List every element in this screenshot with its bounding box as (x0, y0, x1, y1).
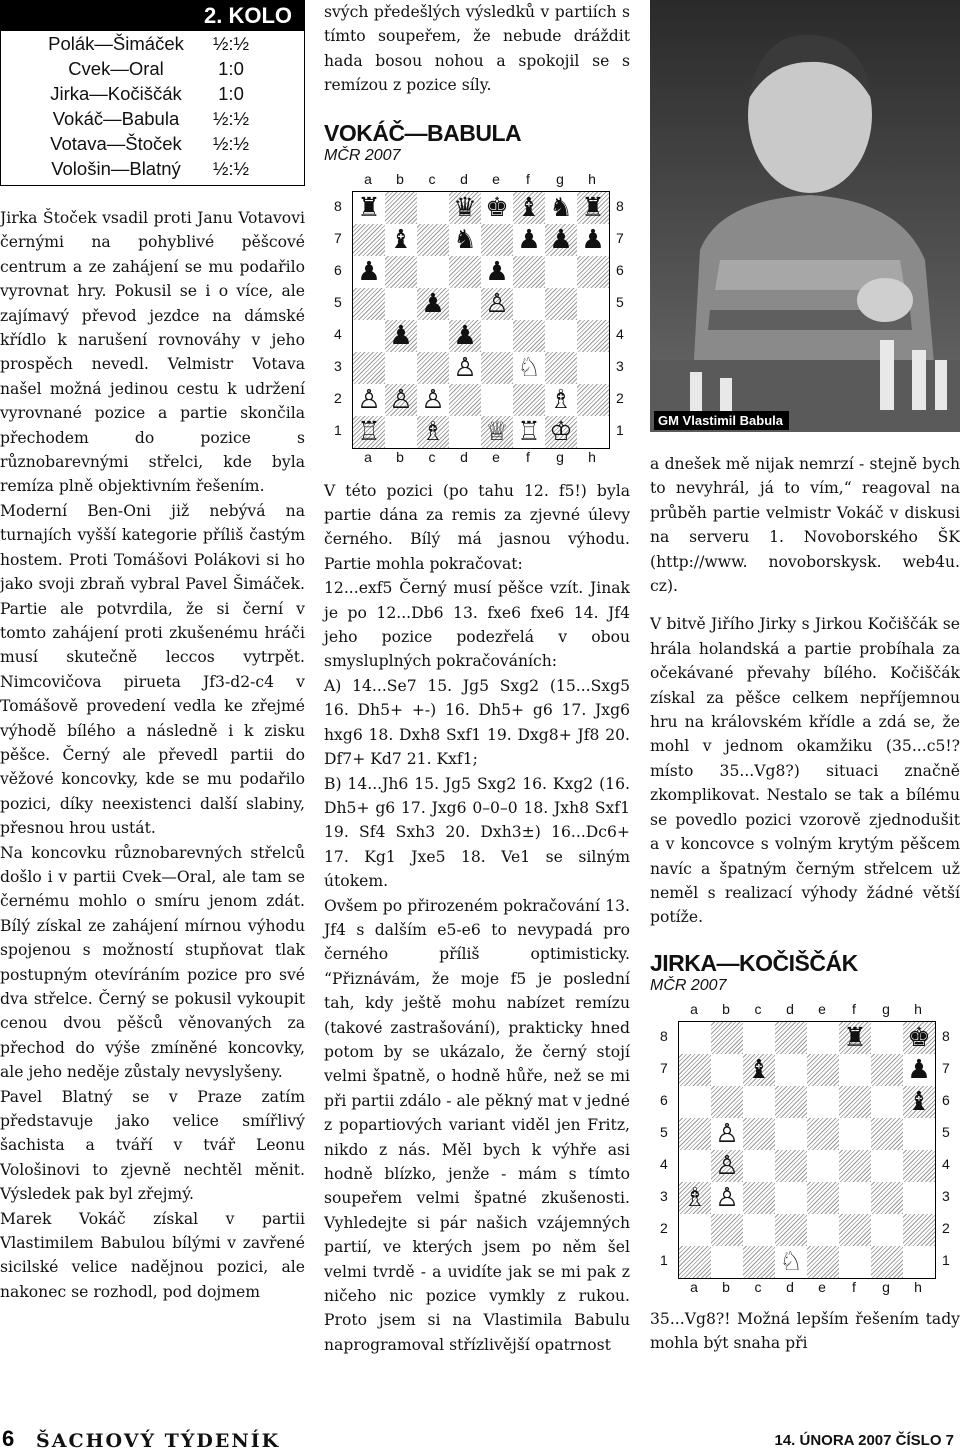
board-square (449, 384, 481, 416)
board-rank-label: 8 (334, 197, 342, 214)
board-square (711, 1054, 743, 1086)
result-pair: Polák—Šimáček (48, 32, 184, 54)
paragraph: Marek Vokáč získal v partii Vlastimilem Babulou bílými v zavřené sicilské velice nadějnou pozici, ale nakonec se rozhodl, pod dojmem (0, 1209, 305, 1301)
board-rank-label: 6 (942, 1091, 950, 1108)
board-square (871, 1086, 903, 1118)
black-pawn: ♟ (385, 320, 417, 352)
board-square (839, 1086, 871, 1118)
white-pawn: ♙ (481, 288, 513, 320)
paragraph: Na koncovku různobarevných střelců došlo i v partii Cvek—Oral, ale tam se černému mohlo o smíru jenom zdát. Bílý získal ze zahájení mírnou výhodu spojenou s možností stupňovat tlak postupným otevíráním pozice pro své dva střelce. Černý se pokusil vykoupit cenou dvou pěšců věnovaných za přechod do výše zmíněné koncovky, ale jeho neděje zůstaly nevyslyšeny. (0, 843, 305, 1082)
white-pawn: ♙ (711, 1182, 743, 1214)
board-file-label: e (818, 1000, 826, 1017)
paragraph: V této pozici (po tahu 12. f5!) byla partie dána za remis za zjevné úlevy černého. Bílý má jasnou výhodu. Partie mohla pokračovat: (324, 481, 630, 573)
page-footer (0, 1428, 960, 1454)
board-rank-label: 5 (616, 293, 624, 310)
white-bishop: ♗ (417, 416, 449, 448)
board-file-label: g (882, 1278, 890, 1295)
black-queen: ♛ (449, 192, 481, 224)
board-square (481, 224, 513, 256)
board-file-label: f (526, 170, 530, 187)
board-square (577, 256, 609, 288)
player-photo-image (650, 0, 960, 432)
board-rank-label: 4 (942, 1155, 950, 1172)
board-square (385, 288, 417, 320)
board-square (871, 1054, 903, 1086)
board-square (775, 1086, 807, 1118)
board-square (743, 1118, 775, 1150)
board-rank-label: 7 (616, 229, 624, 246)
board-square (711, 1086, 743, 1118)
board-square (807, 1214, 839, 1246)
board-square (743, 1022, 775, 1054)
board-square (871, 1150, 903, 1182)
white-pawn: ♙ (711, 1118, 743, 1150)
board-square (385, 256, 417, 288)
board-file-label: d (786, 1000, 794, 1017)
board-square (871, 1246, 903, 1278)
round-heading: 2. KOLO (1, 1, 304, 31)
black-rook: ♜ (839, 1022, 871, 1054)
paragraph: Jirka Štoček vsadil proti Janu Votavovi černými na pohyblivé pěšcové centrum a ze zahájení se mu podařilo vyrovnat hry. Pokusil se i o více, ale zajímavý převod jezdce na dámské křídlo k narušení rovnováhy v jeho prospěch nevedl. Velmistr Votava našel možná jedinou cestu k udržení vyrovnané pozice a partie skončila přechodem do pozice s různobarevnými střelci, kde byla remíza plně objektivním řešením. (0, 209, 305, 496)
board-file-label: d (460, 448, 468, 465)
board-file-label: h (914, 1000, 922, 1017)
board-square (775, 1118, 807, 1150)
black-rook: ♜ (353, 192, 385, 224)
board-square (743, 1086, 775, 1118)
board-square (871, 1182, 903, 1214)
board-square (385, 416, 417, 448)
board-square (743, 1182, 775, 1214)
board-square (353, 352, 385, 384)
column-left (0, 0, 305, 1304)
paragraph: a dnešek mě nijak nemrzí - stejně bych to nevyhrál, já to vím,“ reagoval na průběh partie velmistr Vokáč v diskusi na serveru 1. Novoborského ŠK (http://www. novoborskysk. web4u. cz). (650, 455, 960, 596)
board-square (903, 1214, 935, 1246)
board-file-label: c (428, 448, 436, 465)
issue-info: 14. ÚNORA 2007 ČÍSLO 7 (774, 1432, 954, 1449)
paragraph: A) 14...Se7 15. Jg5 Sxg2 (15...Sxg5 16. Dh5+ +-) 16. Dh5+ g6 17. Jxg6 hxg6 18. Dxh8 Sxf1 19. Dxg8+ Jf8 20. Df7+ Kd7 21. Kxf1; (324, 676, 630, 769)
black-pawn: ♟ (353, 256, 385, 288)
result-pair: Cvek—Oral (68, 57, 164, 79)
white-knight: ♘ (775, 1246, 807, 1278)
board-file-label: g (556, 448, 564, 465)
result-row (41, 106, 271, 131)
paragraph: Pavel Blatný se v Praze zatím představuje jako velice smířlivý šachista a tváří v tvář Leonu Vološinovi to zjevně nechtěl měnit. Výsledek pak byl zřejmý. (0, 1087, 305, 1204)
black-pawn: ♟ (449, 320, 481, 352)
board-file-label: g (556, 170, 564, 187)
paragraph: V bitvě Jiřího Jirky s Jirkou Kočiščák se hrála holandská a partie probíhala za očekávané převahy bílého. Kočiščák získal za pěšce celkem nepříjemnou hru na královském křídle a zdá se, že mohl v jednom okamžiku (35...c5!? místo 35...Vg8?) situaci značně zkomplikovat. Nestalo se tak a bílému se povedlo pozici vzorově zjednodušit a v koncovce s volným krytým pěšcem navíc a špatným černým střelcem už neměl s realizací výhody žádné větší potíže. (650, 615, 960, 927)
board-square (481, 384, 513, 416)
board-square (513, 256, 545, 288)
board-square (449, 416, 481, 448)
board-rank-label: 7 (334, 229, 342, 246)
board-file-label: e (818, 1278, 826, 1295)
result-row (41, 81, 271, 106)
board-file-label: c (754, 1278, 762, 1295)
board-square (545, 352, 577, 384)
game-subtitle: MČR 2007 (650, 976, 727, 994)
black-pawn: ♟ (545, 224, 577, 256)
white-pawn: ♙ (385, 384, 417, 416)
game-subtitle: MČR 2007 (324, 146, 401, 164)
black-bishop: ♝ (513, 192, 545, 224)
board-square (353, 320, 385, 352)
board-file-label: f (852, 1000, 856, 1017)
paragraph: 12...exf5 Černý musí pěšce vzít. Jinak je po 12...Db6 13. fxe6 fxe6 14. Jf4 jeho pozice podezřelá v obou smysluplných pokračováních: (324, 579, 630, 671)
board-rank-label: 1 (616, 421, 624, 438)
result-row (41, 31, 271, 56)
board-square (839, 1118, 871, 1150)
board-file-label: g (882, 1000, 890, 1017)
paragraph: Moderní Ben-Oni již nebývá na turnajích vyšší kategorie příliš častým hostem. Proti Tomášovi Polákovi si ho jako svoji zbraň vybral Pavel Šimáček. Partie ale potvrdila, že si černí v tomto zahájení proti zkušenému hráči musí skutečně leccos vytrpět. Nimcovičova pirueta Jf3-d2-c4 v Tomášově provedení vedla ke zřejmé výhodě bílého a následně i k zisku pěšce. Černý ale převedl partii do věžové koncovky, kde se mu podařilo pozici, díky neexistenci další slabiny, přesnou hrou ustát. (0, 501, 305, 838)
result-score: ½:½ (213, 107, 249, 129)
board-square (775, 1214, 807, 1246)
white-queen: ♕ (481, 416, 513, 448)
board-rank-label: 5 (942, 1123, 950, 1140)
board-square (775, 1150, 807, 1182)
board-square (871, 1214, 903, 1246)
black-pawn: ♟ (417, 288, 449, 320)
black-bishop: ♝ (385, 224, 417, 256)
board-square (871, 1118, 903, 1150)
board-file-label: b (396, 170, 404, 187)
white-bishop: ♗ (679, 1182, 711, 1214)
result-pair: Votava—Štoček (50, 132, 182, 154)
board-square (743, 1150, 775, 1182)
board-square (481, 320, 513, 352)
board-square (385, 192, 417, 224)
board-square (513, 384, 545, 416)
white-bishop: ♗ (545, 384, 577, 416)
board-rank-label: 4 (660, 1155, 668, 1172)
white-pawn: ♙ (417, 384, 449, 416)
board-file-label: f (526, 448, 530, 465)
board-file-labels-top (352, 171, 608, 187)
board-square (513, 288, 545, 320)
board-rank-label: 3 (334, 357, 342, 374)
board-square (679, 1054, 711, 1086)
board-square (545, 256, 577, 288)
board-rank-label: 3 (616, 357, 624, 374)
board-square (449, 288, 481, 320)
board-square (679, 1118, 711, 1150)
board-square (577, 288, 609, 320)
board-square (353, 288, 385, 320)
board-rank-label: 7 (660, 1059, 668, 1076)
black-pawn: ♟ (577, 224, 609, 256)
board-file-label: a (690, 1000, 698, 1017)
board-file-label: h (588, 448, 596, 465)
result-score: 1:0 (218, 57, 244, 79)
board-square (871, 1022, 903, 1054)
player-photo (650, 0, 960, 432)
board-file-label: c (428, 170, 436, 187)
white-pawn: ♙ (711, 1150, 743, 1182)
board-file-label: a (690, 1278, 698, 1295)
board-square (711, 1246, 743, 1278)
board-file-label: h (588, 170, 596, 187)
board-rank-label: 5 (334, 293, 342, 310)
board-square (481, 352, 513, 384)
board-square (839, 1182, 871, 1214)
board-square (807, 1086, 839, 1118)
paragraph: 35...Vg8?! Možná lepším řešením tady mohla být snaha při (650, 1309, 960, 1353)
board-rank-label: 3 (942, 1187, 950, 1204)
board-square (839, 1246, 871, 1278)
board-square (711, 1022, 743, 1054)
board-square (807, 1022, 839, 1054)
black-knight: ♞ (449, 224, 481, 256)
result-score: ½:½ (213, 32, 249, 54)
black-king: ♚ (903, 1022, 935, 1054)
board-rank-label: 6 (660, 1091, 668, 1108)
board-square (417, 352, 449, 384)
board-file-label: d (786, 1278, 794, 1295)
board-square (679, 1150, 711, 1182)
chessboard (352, 191, 610, 449)
board-file-label: b (396, 448, 404, 465)
white-rook: ♖ (353, 416, 385, 448)
white-knight: ♘ (513, 352, 545, 384)
board-square (679, 1214, 711, 1246)
board-rank-label: 8 (942, 1027, 950, 1044)
board-rank-label: 3 (660, 1187, 668, 1204)
board-square (839, 1150, 871, 1182)
board-square (903, 1118, 935, 1150)
game-title: JIRKA—KOČIŠČÁK (650, 949, 858, 976)
result-score: 1:0 (218, 82, 244, 104)
game-title: VOKÁČ—BABULA (324, 119, 522, 146)
black-knight: ♞ (545, 192, 577, 224)
board-square (577, 416, 609, 448)
board-rank-label: 2 (660, 1219, 668, 1236)
board-file-label: a (364, 170, 372, 187)
board-rank-label: 8 (660, 1027, 668, 1044)
board-square (577, 320, 609, 352)
board-rank-label: 2 (334, 389, 342, 406)
board-rank-label: 7 (942, 1059, 950, 1076)
publication-name: ŠACHOVÝ TÝDENÍK (36, 1430, 281, 1452)
result-pair: Vološin—Blatný (51, 157, 181, 179)
board-file-label: a (364, 448, 372, 465)
black-pawn: ♟ (481, 256, 513, 288)
black-bishop: ♝ (743, 1054, 775, 1086)
result-score: ½:½ (213, 132, 249, 154)
board-square (903, 1150, 935, 1182)
board-rank-label: 4 (616, 325, 624, 342)
board-square (353, 224, 385, 256)
board-square (775, 1182, 807, 1214)
chess-diagram-vokac-babula (324, 169, 624, 479)
board-square (385, 352, 417, 384)
board-square (679, 1086, 711, 1118)
board-square (743, 1214, 775, 1246)
board-rank-label: 1 (334, 421, 342, 438)
board-square (545, 320, 577, 352)
board-square (775, 1054, 807, 1086)
board-square (807, 1182, 839, 1214)
board-square (545, 288, 577, 320)
white-pawn: ♙ (449, 352, 481, 384)
board-rank-label: 6 (334, 261, 342, 278)
white-king: ♔ (545, 416, 577, 448)
column-right (650, 0, 960, 1356)
chessboard (678, 1021, 936, 1279)
board-square (839, 1054, 871, 1086)
board-file-labels-bottom (352, 449, 608, 465)
board-rank-label: 5 (660, 1123, 668, 1140)
board-file-label: d (460, 170, 468, 187)
board-square (513, 320, 545, 352)
black-pawn: ♟ (903, 1054, 935, 1086)
board-rank-label: 1 (942, 1251, 950, 1268)
board-square (903, 1246, 935, 1278)
board-square (839, 1214, 871, 1246)
board-square (417, 224, 449, 256)
board-square (807, 1054, 839, 1086)
page-number: 6 (2, 1426, 15, 1451)
result-pair: Jirka—Kočiščák (50, 82, 182, 104)
board-rank-label: 2 (616, 389, 624, 406)
board-rank-label: 2 (942, 1219, 950, 1236)
black-pawn: ♟ (513, 224, 545, 256)
board-square (807, 1150, 839, 1182)
round-results-box (0, 0, 305, 186)
board-file-labels-bottom (678, 1279, 934, 1295)
board-file-label: e (492, 448, 500, 465)
column-middle (324, 0, 630, 1357)
board-rank-label: 8 (616, 197, 624, 214)
board-square (743, 1246, 775, 1278)
board-rank-label: 6 (616, 261, 624, 278)
board-square (449, 256, 481, 288)
board-file-label: e (492, 170, 500, 187)
board-square (903, 1182, 935, 1214)
board-square (417, 192, 449, 224)
board-square (679, 1246, 711, 1278)
board-file-label: h (914, 1278, 922, 1295)
result-row (41, 131, 271, 156)
board-square (775, 1022, 807, 1054)
board-file-labels-top (678, 1001, 934, 1017)
black-king: ♚ (481, 192, 513, 224)
white-rook: ♖ (513, 416, 545, 448)
board-file-label: b (722, 1278, 730, 1295)
results-table (41, 31, 271, 181)
board-file-label: c (754, 1000, 762, 1017)
white-pawn: ♙ (353, 384, 385, 416)
photo-caption: GM Vlastimil Babula (654, 411, 789, 430)
black-rook: ♜ (577, 192, 609, 224)
paragraph: Ovšem po přirozeném pokračování 13. Jf4 s dalším e5-e6 to nevypadá pro černého příliš optimisticky. “Přiznávám, že moje f5 je poslední tah, kdy ještě mohu nabízet remízu (takové zastrašování), prakticky hned potom by se ukázalo, že černý stojí velmi špatně, o hodně hůře, než se mi při partii zdálo - ale pěkný mat v jedné z popartiových variant viděl jen Fritz, nikdo z nás. Měl bych k výhře asi hodně blízko, jenže - mám s tímto soupeřem velmi špatné zkušenosti. Vyhledejte si pár našich vzájemných partií, ve kterých jsem po něm šel velmi tvrdě - a uvidíte jak se mi pak z ničeho nic pozice vymkly z rukou. Proto jsem si na Vlastimila Babulu naprogramoval střízlivější opatrnost (324, 896, 630, 1354)
result-score: ½:½ (213, 157, 249, 179)
black-bishop: ♝ (903, 1086, 935, 1118)
paragraph: B) 14...Jh6 15. Jg5 Sxg2 16. Kxg2 (16. Dh5+ g6 17. Jxg6 0–0–0 18. Jxh8 Sxf1 19. Sf4 Sxh3 20. Dxh3±) 16...Dc6+ 17. Kg1 Jxe5 18. Ve1 se silným útokem. (324, 774, 630, 891)
board-square (577, 384, 609, 416)
board-square (417, 256, 449, 288)
board-rank-label: 1 (660, 1251, 668, 1268)
result-row (41, 156, 271, 181)
board-file-label: f (852, 1278, 856, 1295)
result-pair: Vokáč—Babula (52, 107, 180, 129)
result-row (41, 56, 271, 81)
paragraph: svých předešlých výsledků v partiích s tímto soupeřem, že nebude dráždit hada bosou nohou a spokojil se s remízou z pozice síly. (324, 3, 630, 95)
board-square (807, 1118, 839, 1150)
board-square (417, 320, 449, 352)
board-square (577, 352, 609, 384)
board-square (679, 1022, 711, 1054)
chess-diagram-jirka-kociscak (650, 999, 950, 1307)
board-square (807, 1246, 839, 1278)
board-file-label: b (722, 1000, 730, 1017)
board-square (711, 1214, 743, 1246)
board-rank-label: 4 (334, 325, 342, 342)
